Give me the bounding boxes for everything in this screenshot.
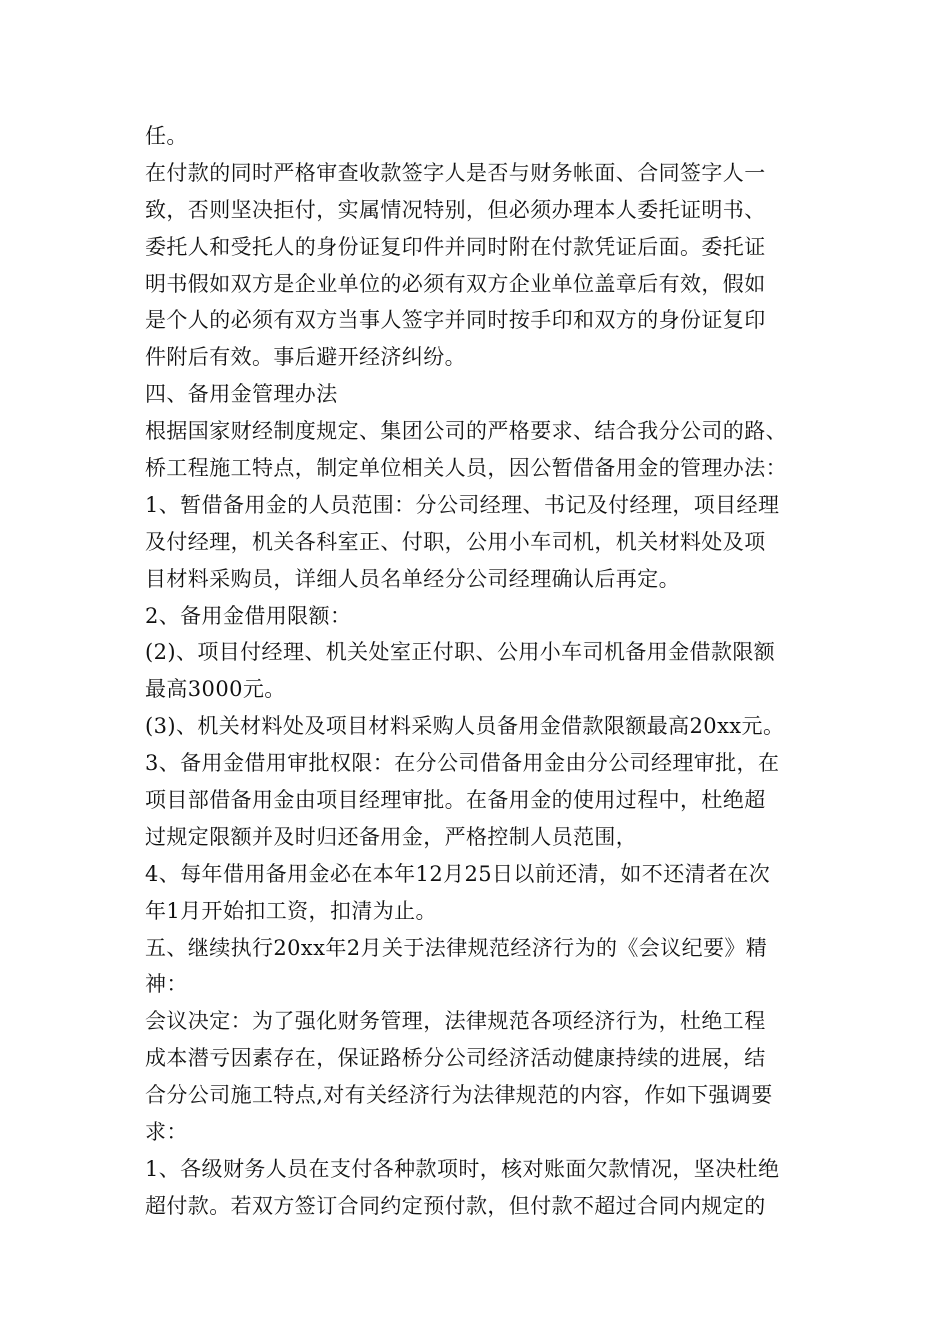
text-line: 求： (145, 1120, 188, 1145)
text-line: 4、每年借用备用金必在本年12月25日以前还清，如不还清者在次 (145, 861, 771, 886)
text-line: 目材料采购员，详细人员名单经分公司经理确认后再定。 (145, 566, 680, 591)
text-line: 致，否则坚决拒付，实属情况特别，但必须办理本人委托证明书、 (145, 197, 766, 222)
text-line: 件附后有效。事后避开经济纠纷。 (145, 345, 466, 370)
section-heading: 四、备用金管理办法 (145, 382, 338, 407)
text-line: 项目部借备用金由项目经理审批。在备用金的使用过程中，杜绝超 (145, 788, 766, 813)
text-line: 桥工程施工特点，制定单位相关人员，因公暂借备用金的管理办法： (145, 456, 787, 481)
text-line: 及付经理，机关各科室正、付职，公用小车司机，机关材料处及项 (145, 529, 766, 554)
text-line: 超付款。若双方签订合同约定预付款，但付款不超过合同内规定的 (145, 1193, 766, 1218)
text-line: 在付款的同时严格审查收款签字人是否与财务帐面、合同签字人一 (145, 160, 766, 185)
text-line: 明书假如双方是企业单位的必须有双方企业单位盖章后有效，假如 (145, 271, 766, 296)
text-line: (2)、项目付经理、机关处室正付职、公用小车司机备用金借款限额 (145, 640, 776, 665)
document-body (145, 118, 825, 1225)
text-line: 合分公司施工特点,对有关经济行为法律规范的内容，作如下强调要 (145, 1083, 773, 1108)
text-line: 年1月开始扣工资，扣清为止。 (145, 898, 437, 923)
text-line: 神： (145, 972, 188, 997)
text-line: (3)、机关材料处及项目材料采购人员备用金借款限额最高20xx元。 (145, 714, 785, 739)
text-line: 最高3000元。 (145, 677, 286, 702)
text-line: 委托人和受托人的身份证复印件并同时附在付款凭证后面。委托证 (145, 234, 766, 259)
text-line: 3、备用金借用审批权限：在分公司借备用金由分公司经理审批，在 (145, 751, 780, 776)
section-heading: 五、继续执行20xx年2月关于法律规范经济行为的《会议纪要》精 (145, 935, 768, 960)
text-line: 根据国家财经制度规定、集团公司的严格要求、结合我分公司的路、 (145, 419, 787, 444)
text-line: 过规定限额并及时归还备用金，严格控制人员范围， (145, 824, 638, 849)
text-line: 会议决定：为了强化财务管理，法律规范各项经济行为，杜绝工程 (145, 1009, 766, 1034)
text-line: 任。 (145, 124, 188, 148)
text-line: 是个人的必须有双方当事人签字并同时按手印和双方的身份证复印 (145, 308, 766, 333)
text-line: 1、暂借备用金的人员范围：分公司经理、书记及付经理，项目经理 (145, 492, 780, 517)
text-line: 1、各级财务人员在支付各种款项时，核对账面欠款情况，坚决杜绝 (145, 1156, 780, 1181)
text-line: 2、备用金借用限额： (145, 603, 352, 628)
text-line: 成本潜亏因素存在，保证路桥分公司经济活动健康持续的进展，结 (145, 1046, 766, 1071)
